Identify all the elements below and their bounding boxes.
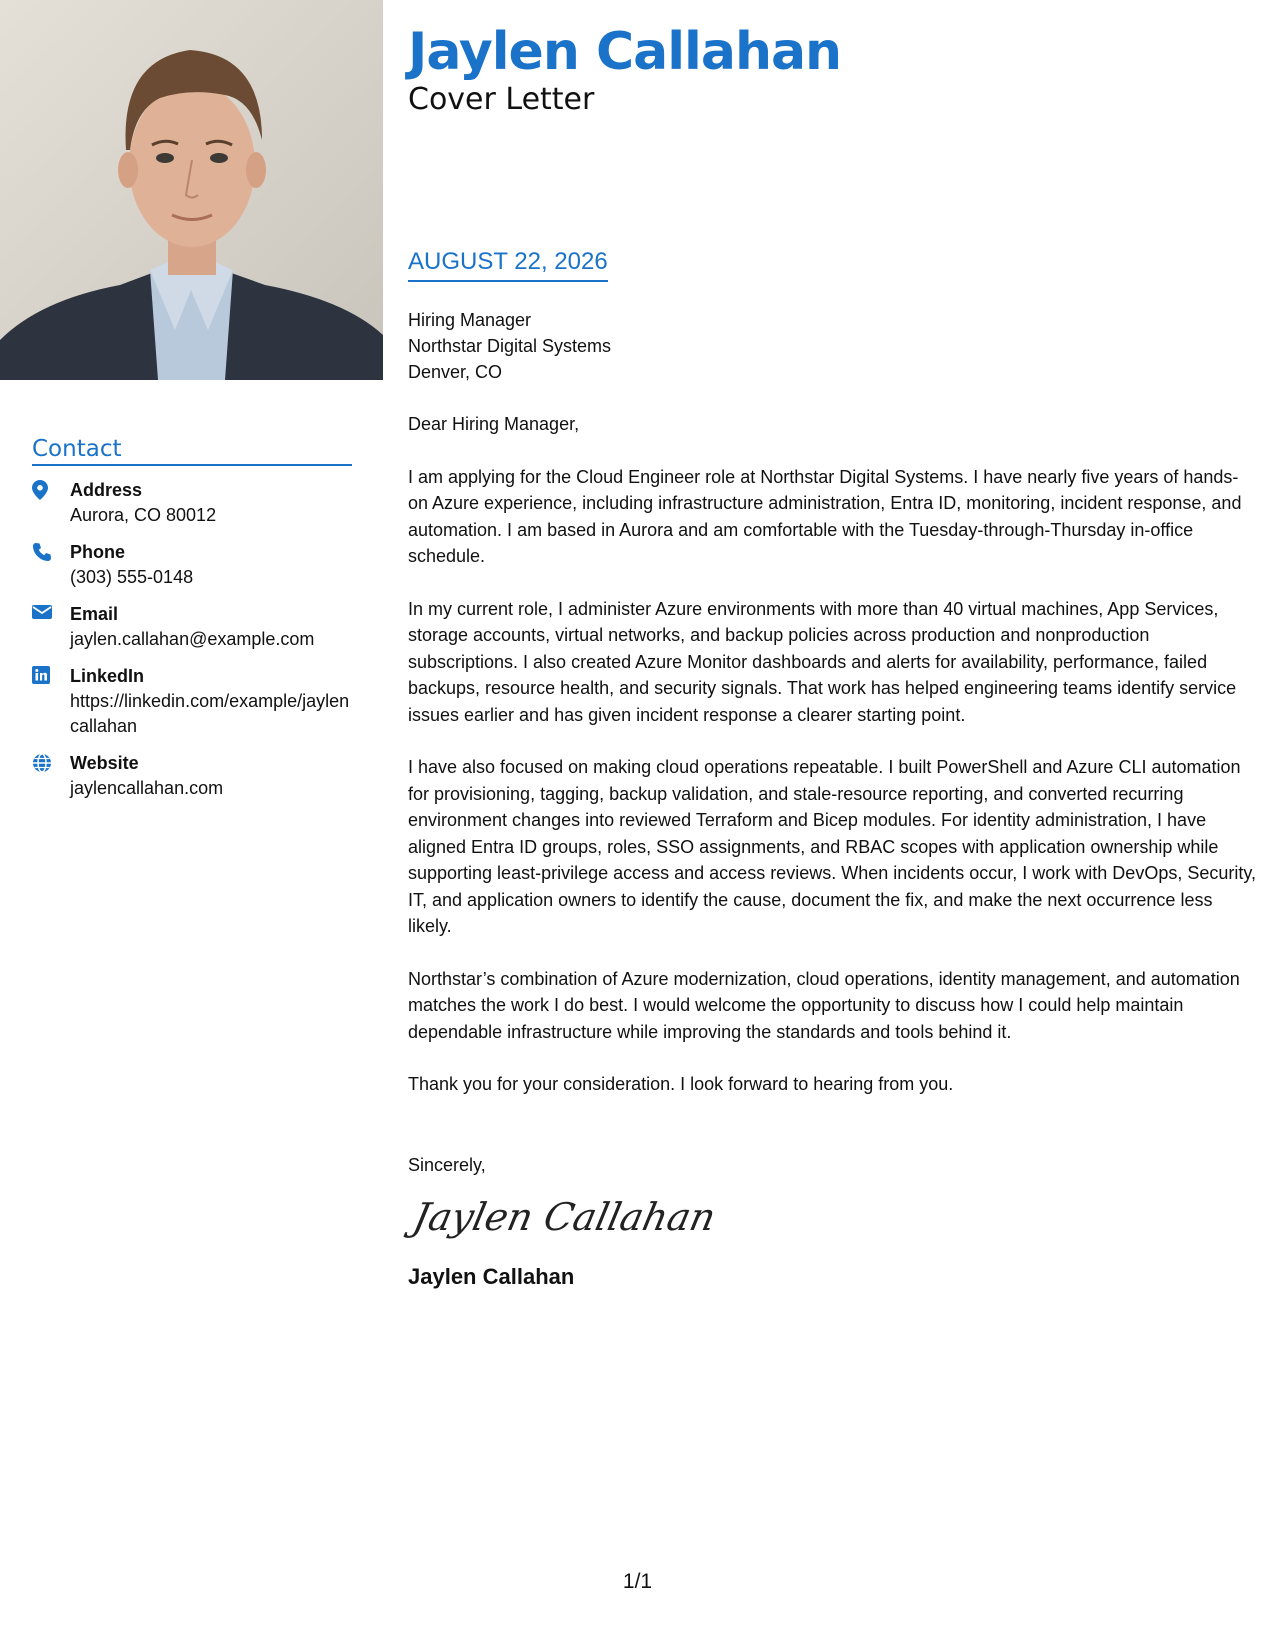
website-label: Website (70, 753, 139, 773)
phone-value: (303) 555-0148 (70, 567, 194, 587)
recipient-block (408, 307, 1258, 385)
address-label: Address (70, 480, 143, 500)
email-icon (32, 602, 70, 652)
recipient-line: Denver, CO (408, 362, 503, 382)
closing: Sincerely, (408, 1154, 486, 1175)
linkedin-icon (32, 664, 70, 739)
contact-linkedin (32, 664, 352, 739)
email-value[interactable]: jaylen.callahan@example.com (70, 629, 315, 649)
contact-phone (32, 540, 352, 590)
contact-email (32, 602, 352, 652)
linkedin-label: LinkedIn (70, 666, 145, 686)
contact-title: Contact (32, 436, 352, 466)
document-subtitle: Cover Letter (408, 82, 595, 117)
linkedin-value[interactable]: https://linkedin.com/example/jaylencallahan (70, 691, 350, 736)
contact-section (32, 436, 352, 813)
handwritten-signature: Jaylen Callahan (409, 1195, 720, 1239)
paragraph: I am applying for the Cloud Engineer role at Northstar Digital Systems. I have nearly five years of hands-on Azure experience, including infrastructure administration, Entra ID, monitoring, incident response, and automation. I am based in Aurora and am comfortable with the Tuesday-through-Thursday in-office schedule. (408, 466, 1242, 566)
website-value[interactable]: jaylencallahan.com (70, 778, 224, 798)
paragraph: Thank you for your consideration. I look forward to hearing from you. (408, 1074, 954, 1094)
salutation: Dear Hiring Manager, (408, 414, 580, 434)
globe-icon (32, 751, 70, 801)
header (408, 22, 1253, 118)
letter-body (408, 307, 1258, 1290)
recipient-line: Northstar Digital Systems (408, 336, 612, 356)
letter-date: AUGUST 22, 2026 (408, 248, 608, 282)
profile-photo (0, 0, 383, 380)
email-label: Email (70, 604, 119, 624)
paragraph: I have also focused on making cloud operations repeatable. I built PowerShell and Azure CLI automation for provisioning, tagging, backup validation, and stale-resource reporting, and converted recurring environment changes into reviewed Terraform and Bicep modules. For identity administration, I have aligned Entra ID groups, roles, SSO assignments, and RBAC scopes with application ownership while supporting least-privilege access and access reviews. When incidents occur, I work with DevOps, Security, IT, and application owners to identify the cause, document the fix, and make the next occurrence less likely. (408, 757, 1257, 936)
contact-address (32, 478, 352, 528)
contact-website (32, 751, 352, 801)
signed-name: Jaylen Callahan (408, 1263, 575, 1289)
phone-label: Phone (70, 542, 126, 562)
address-value: Aurora, CO 80012 (70, 505, 217, 525)
page-number: 1/1 (622, 1570, 653, 1593)
paragraph: In my current role, I administer Azure environments with more than 40 virtual machines, App Services, storage accounts, virtual networks, and backup policies across production and nonproduction subscriptions. I also created Azure Monitor dashboards and alerts for availability, performance, failed backups, resource health, and security signals. That work has helped engineering teams identify service issues earlier and has given incident response a clearer starting point. (408, 598, 1237, 725)
location-pin-icon (32, 478, 70, 528)
recipient-line: Hiring Manager (408, 310, 532, 330)
phone-icon (32, 540, 70, 590)
paragraph: Northstar’s combination of Azure modernization, cloud operations, identity management, and automation matches the work I do best. I would welcome the opportunity to discuss how I could help maintain dependable infrastructure while improving the standards and tools behind it. (408, 968, 1240, 1042)
applicant-name: Jaylen Callahan (408, 22, 842, 82)
